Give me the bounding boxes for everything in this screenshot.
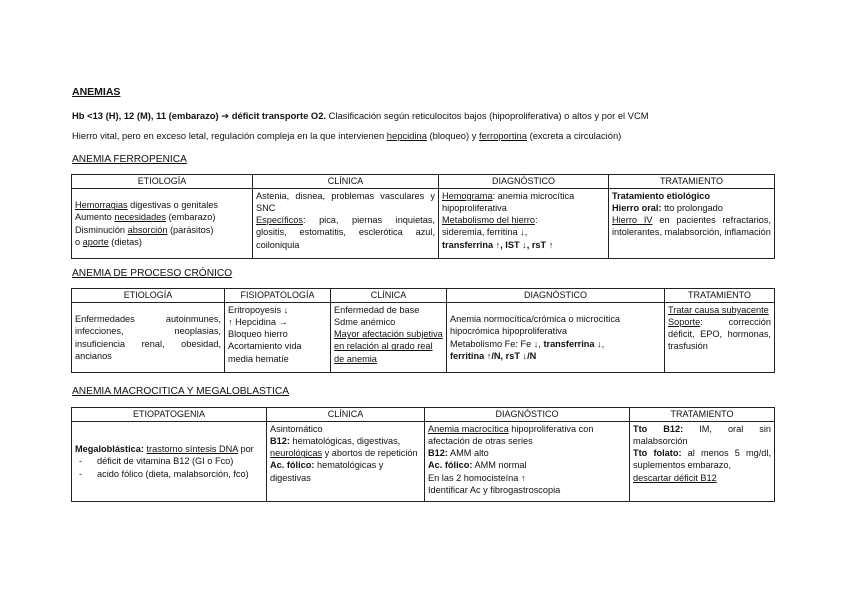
cell-clinica [267, 422, 425, 502]
cell-etiopatogenia [72, 422, 267, 502]
table-header-row [72, 408, 775, 422]
intro-text: Hierro vital, pero en exceso letal, regulación compleja en la que intervienen [72, 130, 387, 141]
text: tto prolongado [661, 203, 723, 214]
term: Tto B12: [633, 424, 684, 434]
list-item [75, 455, 263, 467]
cell-diagnostico [425, 422, 630, 502]
text: En las 2 homocisteína ↑ [428, 472, 526, 483]
cell-tratamiento [609, 189, 775, 259]
col-header: CLÍNICA [253, 175, 439, 189]
term: necesidades [114, 212, 166, 223]
text: Bloqueo hierro [228, 329, 288, 340]
term: Soporte [668, 317, 701, 328]
col-header: ETIOLOGÍA [72, 289, 225, 303]
cell-diagnostico [439, 189, 609, 259]
section-heading-ferropenica: ANEMIA FERROPENICA [72, 154, 187, 165]
text: Enfermedad de base [334, 305, 420, 315]
text: Acortamiento vida media hematíe [228, 341, 302, 364]
cell-clinica [253, 189, 439, 259]
text: al menos 5 mg/dl, suplementos embarazo, [633, 448, 771, 471]
cell-tratamiento [665, 303, 775, 373]
text: (dietas) [108, 236, 142, 247]
text: hipoproliferativa con afectación de otras series [428, 424, 594, 447]
term: Específicos [256, 215, 303, 226]
text: AMM normal [472, 460, 527, 471]
text: sideremia, ferritina ↓, [442, 227, 528, 238]
term: ferritina ↑/N, rsT ↓/N [450, 350, 537, 361]
text: Metabolismo Fe: Fe ↓, [450, 338, 544, 349]
text: (embarazo) [165, 212, 216, 223]
cell-clinica [331, 303, 447, 373]
list-item [75, 468, 263, 480]
table-row [72, 422, 775, 502]
table-cronico [71, 288, 775, 373]
section-heading-cronico: ANEMIA DE PROCESO CRÓNICO [72, 268, 233, 279]
term: absorción [127, 224, 168, 235]
text: Aumento [75, 212, 115, 223]
text: : anemia microcítica hipoproliferativa [442, 191, 575, 214]
text: Disminución [75, 224, 128, 235]
col-header: TRATAMIENTO [630, 408, 775, 422]
term: Hemorragias [75, 200, 128, 211]
term: Mayor afectación subjetiva en relación al grado real de anemia [334, 329, 443, 364]
text: o [75, 236, 83, 247]
intro-text: (excreta a circulación) [526, 130, 622, 141]
text: Sdme anémico [334, 317, 396, 328]
cell-etiologia [72, 303, 225, 373]
text: en pacientes refractarios, intolerantes, malabsorción, inflamación [612, 215, 771, 238]
text: acido fólico (dieta, malabsorción, fco) [97, 468, 249, 479]
text: (parásitos) [167, 224, 214, 235]
term: Hierro oral: [612, 203, 662, 214]
text: Eritropoyesis ↓ [228, 305, 289, 315]
text: transferrina ↑, IST ↓, rsT ↑ [442, 239, 554, 250]
text: Asintomático [270, 424, 323, 434]
col-header: TRATAMIENTO [609, 175, 775, 189]
term: B12: [270, 436, 290, 447]
table-ferropenica [71, 174, 775, 259]
text: Enfermedades autoinmunes, infecciones, neoplasias, insuficiencia renal, obesidad, ancianos [75, 314, 221, 361]
text: : pica, piernas inquietas, glositis, estomatitis, esclerótica azul, coiloniquia [256, 215, 435, 250]
col-header: TRATAMIENTO [665, 289, 775, 303]
term: Metabolismo del hierro [442, 215, 535, 226]
cell-etiologia [72, 189, 253, 259]
table-header-row [72, 175, 775, 189]
col-header: ETIOLOGÍA [72, 175, 253, 189]
term: Anemia macrocítica [428, 424, 509, 434]
term: B12: [428, 448, 448, 459]
text: Astenia, disnea, problemas vasculares y SNC [256, 191, 435, 214]
intro-line-2 [72, 130, 621, 142]
page-title: ANEMIAS [72, 86, 121, 98]
text: hematológicas y digestivas [270, 460, 384, 483]
term: Tto folato: [633, 448, 682, 459]
text: Tratamiento etiológico [612, 191, 711, 201]
col-header: ETIOPATOGENIA [72, 408, 267, 422]
text: hematológicas, digestivas, [289, 436, 401, 447]
ferroportina-term: ferroportina [479, 130, 527, 141]
text: IM, oral sin malabsorción [633, 424, 772, 447]
table-row [72, 189, 775, 259]
table-header-row [72, 289, 775, 303]
text: Identificar Ac y fibrogastroscopia [428, 484, 561, 495]
table-row [72, 303, 775, 373]
col-header: DIAGNÓSTICO [425, 408, 630, 422]
text: ↑ Hepcidina → [228, 317, 288, 328]
term: descartar déficit B12 [633, 472, 717, 483]
text: por [237, 444, 254, 455]
hepcidina-term: hepcidina [386, 130, 427, 141]
col-header: DIAGNÓSTICO [447, 289, 665, 303]
intro-line-1 [72, 110, 649, 122]
cell-tratamiento [630, 422, 775, 502]
term: transferrina ↓ [543, 338, 602, 349]
col-header: CLÍNICA [267, 408, 425, 422]
term: Tratar causa subyacente [668, 305, 769, 315]
intro-rest: Clasificación según reticulocitos bajos (hipoproliferativa) o altos y por el VCM [326, 110, 649, 121]
term: Megaloblástica: [75, 444, 144, 455]
text: Anemia normocítica/crómica o microcítica hipocrómica hipoproliferativa [450, 314, 621, 337]
intro-bold: Hb <13 (H), 12 (M), 11 (embarazo) ➔ déficit transporte O2. [72, 110, 327, 121]
term: trastorno síntesis DNA [146, 444, 238, 455]
col-header: FISIOPATOLOGÍA [225, 289, 331, 303]
term: neurológicas [270, 448, 323, 459]
term: Hemograma [442, 191, 493, 201]
intro-text: (bloqueo) y [426, 130, 480, 141]
term: Hierro IV [612, 215, 653, 226]
section-heading-macrocitica: ANEMIA MACROCITICA Y MEGALOBLASTICA [72, 386, 290, 397]
text: : [534, 215, 538, 226]
text: déficit de vitamina B12 (GI o Fco) [97, 456, 234, 467]
table-macrocitica [71, 407, 775, 502]
text: digestivas o genitales [127, 200, 218, 211]
text: AMM alto [447, 448, 489, 459]
cell-fisiopatologia [225, 303, 331, 373]
text: y abortos de repetición [322, 448, 418, 459]
term: aporte [82, 236, 109, 247]
text: : corrección déficit, EPO, hormonas, trasfusión [668, 317, 771, 352]
col-header: DIAGNÓSTICO [439, 175, 609, 189]
cell-diagnostico: Anemia normocítica/crómica o microcítica hipocrómica hipoproliferativa Metabolismo Fe: Fe ↓, transferrina ↓, ferritina ↑/N, rsT ↓/N [447, 303, 665, 373]
term: Ac. fólico: [428, 460, 473, 471]
col-header: CLÍNICA [331, 289, 447, 303]
term: Ac. fólico: [270, 460, 315, 471]
